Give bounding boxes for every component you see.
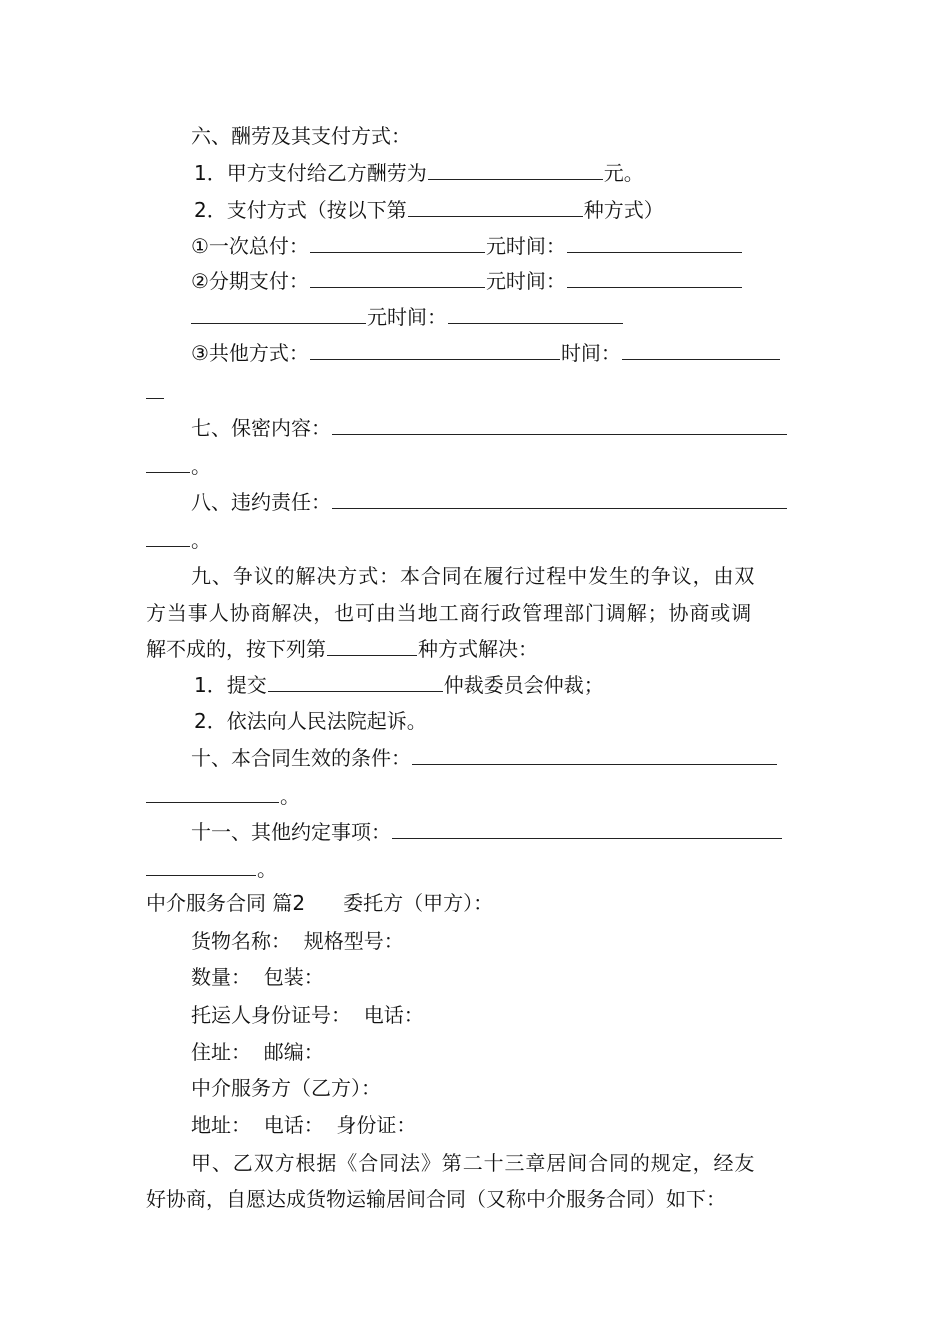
payment-option-2: [191, 263, 806, 300]
blank-field: [332, 413, 787, 435]
section-11-end: 。: [257, 857, 277, 881]
section-10-cont: [146, 778, 806, 815]
intro-line-1: [191, 1145, 806, 1182]
blank-field: [146, 377, 164, 399]
blank-field: [412, 743, 777, 765]
blank-field: [191, 302, 366, 324]
option-1-time-label: 元时间：: [485, 234, 566, 258]
section-6-heading: [191, 118, 806, 155]
agent-text: 中介服务方（乙方）：: [191, 1076, 381, 1100]
section-8-cont: [146, 522, 806, 559]
shipper-id-text: 托运人身份证号： 电话：: [191, 1003, 424, 1027]
quantity-text: 数量： 包装：: [191, 965, 324, 989]
item-1-unit: 元。: [603, 161, 644, 185]
blank-field: [408, 195, 583, 217]
option-2-label: ②分期支付：: [191, 269, 309, 293]
section-7-heading: [191, 410, 806, 447]
option-1-label: ①一次总付：: [191, 234, 309, 258]
goods-line: [191, 923, 806, 960]
blank-field: [310, 266, 485, 288]
blank-field: [428, 158, 603, 180]
section-9-line-3: [146, 631, 806, 668]
blank-field: [310, 231, 485, 253]
option-3-time-label: 时间：: [560, 341, 621, 365]
section-6-item-2: [194, 192, 806, 229]
blank-field: [392, 817, 782, 839]
agent-line: [191, 1070, 806, 1107]
item-2-text: 2．支付方式（按以下第: [194, 198, 407, 222]
blank-field: [327, 634, 417, 656]
intro-text-1: 甲、乙双方根据《合同法》第二十三章居间合同的规定，经友: [191, 1151, 756, 1175]
blank-field: [310, 338, 560, 360]
section-9-line-2: [146, 595, 806, 632]
section-6-item-1: [194, 155, 806, 192]
blank-field: [146, 854, 256, 876]
section-8-heading: [191, 484, 806, 521]
blank-field: [567, 231, 742, 253]
section-9-item-1-suffix: 仲裁委员会仲裁；: [443, 673, 604, 697]
option-3-label: ③共他方式：: [191, 341, 309, 365]
intro-text-2: 好协商，自愿达成货物运输居间合同（又称中介服务合同）如下：: [146, 1187, 726, 1211]
section-9-text-3: 解不成的，按下列第: [146, 637, 326, 661]
section-9-line-1: [191, 558, 806, 595]
client-party-label: 委托方（甲方）：: [343, 891, 494, 915]
section-10-heading: [191, 740, 806, 777]
agent-contact-text: 地址： 电话： 身份证：: [191, 1113, 417, 1137]
section-11-heading: [191, 814, 806, 851]
blank-field: [146, 781, 279, 803]
section-9-text-1: 九、争议的解决方式：本合同在履行过程中发生的争议，由双: [191, 564, 756, 588]
part-2-title: 中介服务合同 篇2: [146, 891, 306, 915]
blank-field: [332, 487, 787, 509]
address-line: [191, 1034, 806, 1071]
payment-option-3: [191, 335, 806, 372]
option-2-time-label-2: 元时间：: [367, 305, 447, 329]
item-2-suffix: 种方式）: [583, 198, 664, 222]
section-10-end: 。: [280, 784, 300, 808]
section-7-cont: [146, 448, 806, 485]
payment-option-1: [191, 228, 806, 265]
agent-contact-line: [191, 1107, 806, 1144]
blank-field: [146, 525, 190, 547]
blank-field: [622, 338, 780, 360]
blank-field: [146, 451, 190, 473]
payment-option-3-cont: [146, 374, 806, 411]
section-10-heading-text: 十、本合同生效的条件：: [191, 746, 411, 770]
shipper-id-line: [191, 997, 806, 1034]
section-9-text-2: 方当事人协商解决，也可由当地工商行政管理部门调解；协商或调: [146, 601, 753, 625]
section-9-text-3b: 种方式解决：: [418, 637, 538, 661]
section-9-item-1-text: 1．提交: [194, 673, 267, 697]
section-8-heading-text: 八、违约责任：: [191, 490, 331, 514]
section-11-heading-text: 十一、其他约定事项：: [191, 820, 391, 844]
item-1-text: 1．甲方支付给乙方酬劳为: [194, 161, 427, 185]
blank-field: [448, 302, 623, 324]
section-9-item-2: [194, 703, 806, 740]
goods-text: 货物名称： 规格型号：: [191, 929, 404, 953]
payment-option-2-cont: [191, 299, 806, 336]
blank-field: [268, 670, 443, 692]
address-text: 住址： 邮编：: [191, 1040, 324, 1064]
section-6-heading-text: 六、酬劳及其支付方式：: [191, 124, 411, 148]
section-9-item-2-text: 2．依法向人民法院起诉。: [194, 709, 427, 733]
quantity-line: [191, 959, 806, 996]
section-11-cont: [146, 851, 806, 888]
section-7-end: 。: [191, 454, 211, 478]
part-2-title-line: [146, 885, 806, 922]
option-2-time-label: 元时间：: [485, 269, 566, 293]
section-9-item-1: [194, 667, 806, 704]
blank-field: [567, 266, 742, 288]
intro-line-2: [146, 1181, 806, 1218]
section-8-end: 。: [191, 528, 211, 552]
section-7-heading-text: 七、保密内容：: [191, 416, 331, 440]
